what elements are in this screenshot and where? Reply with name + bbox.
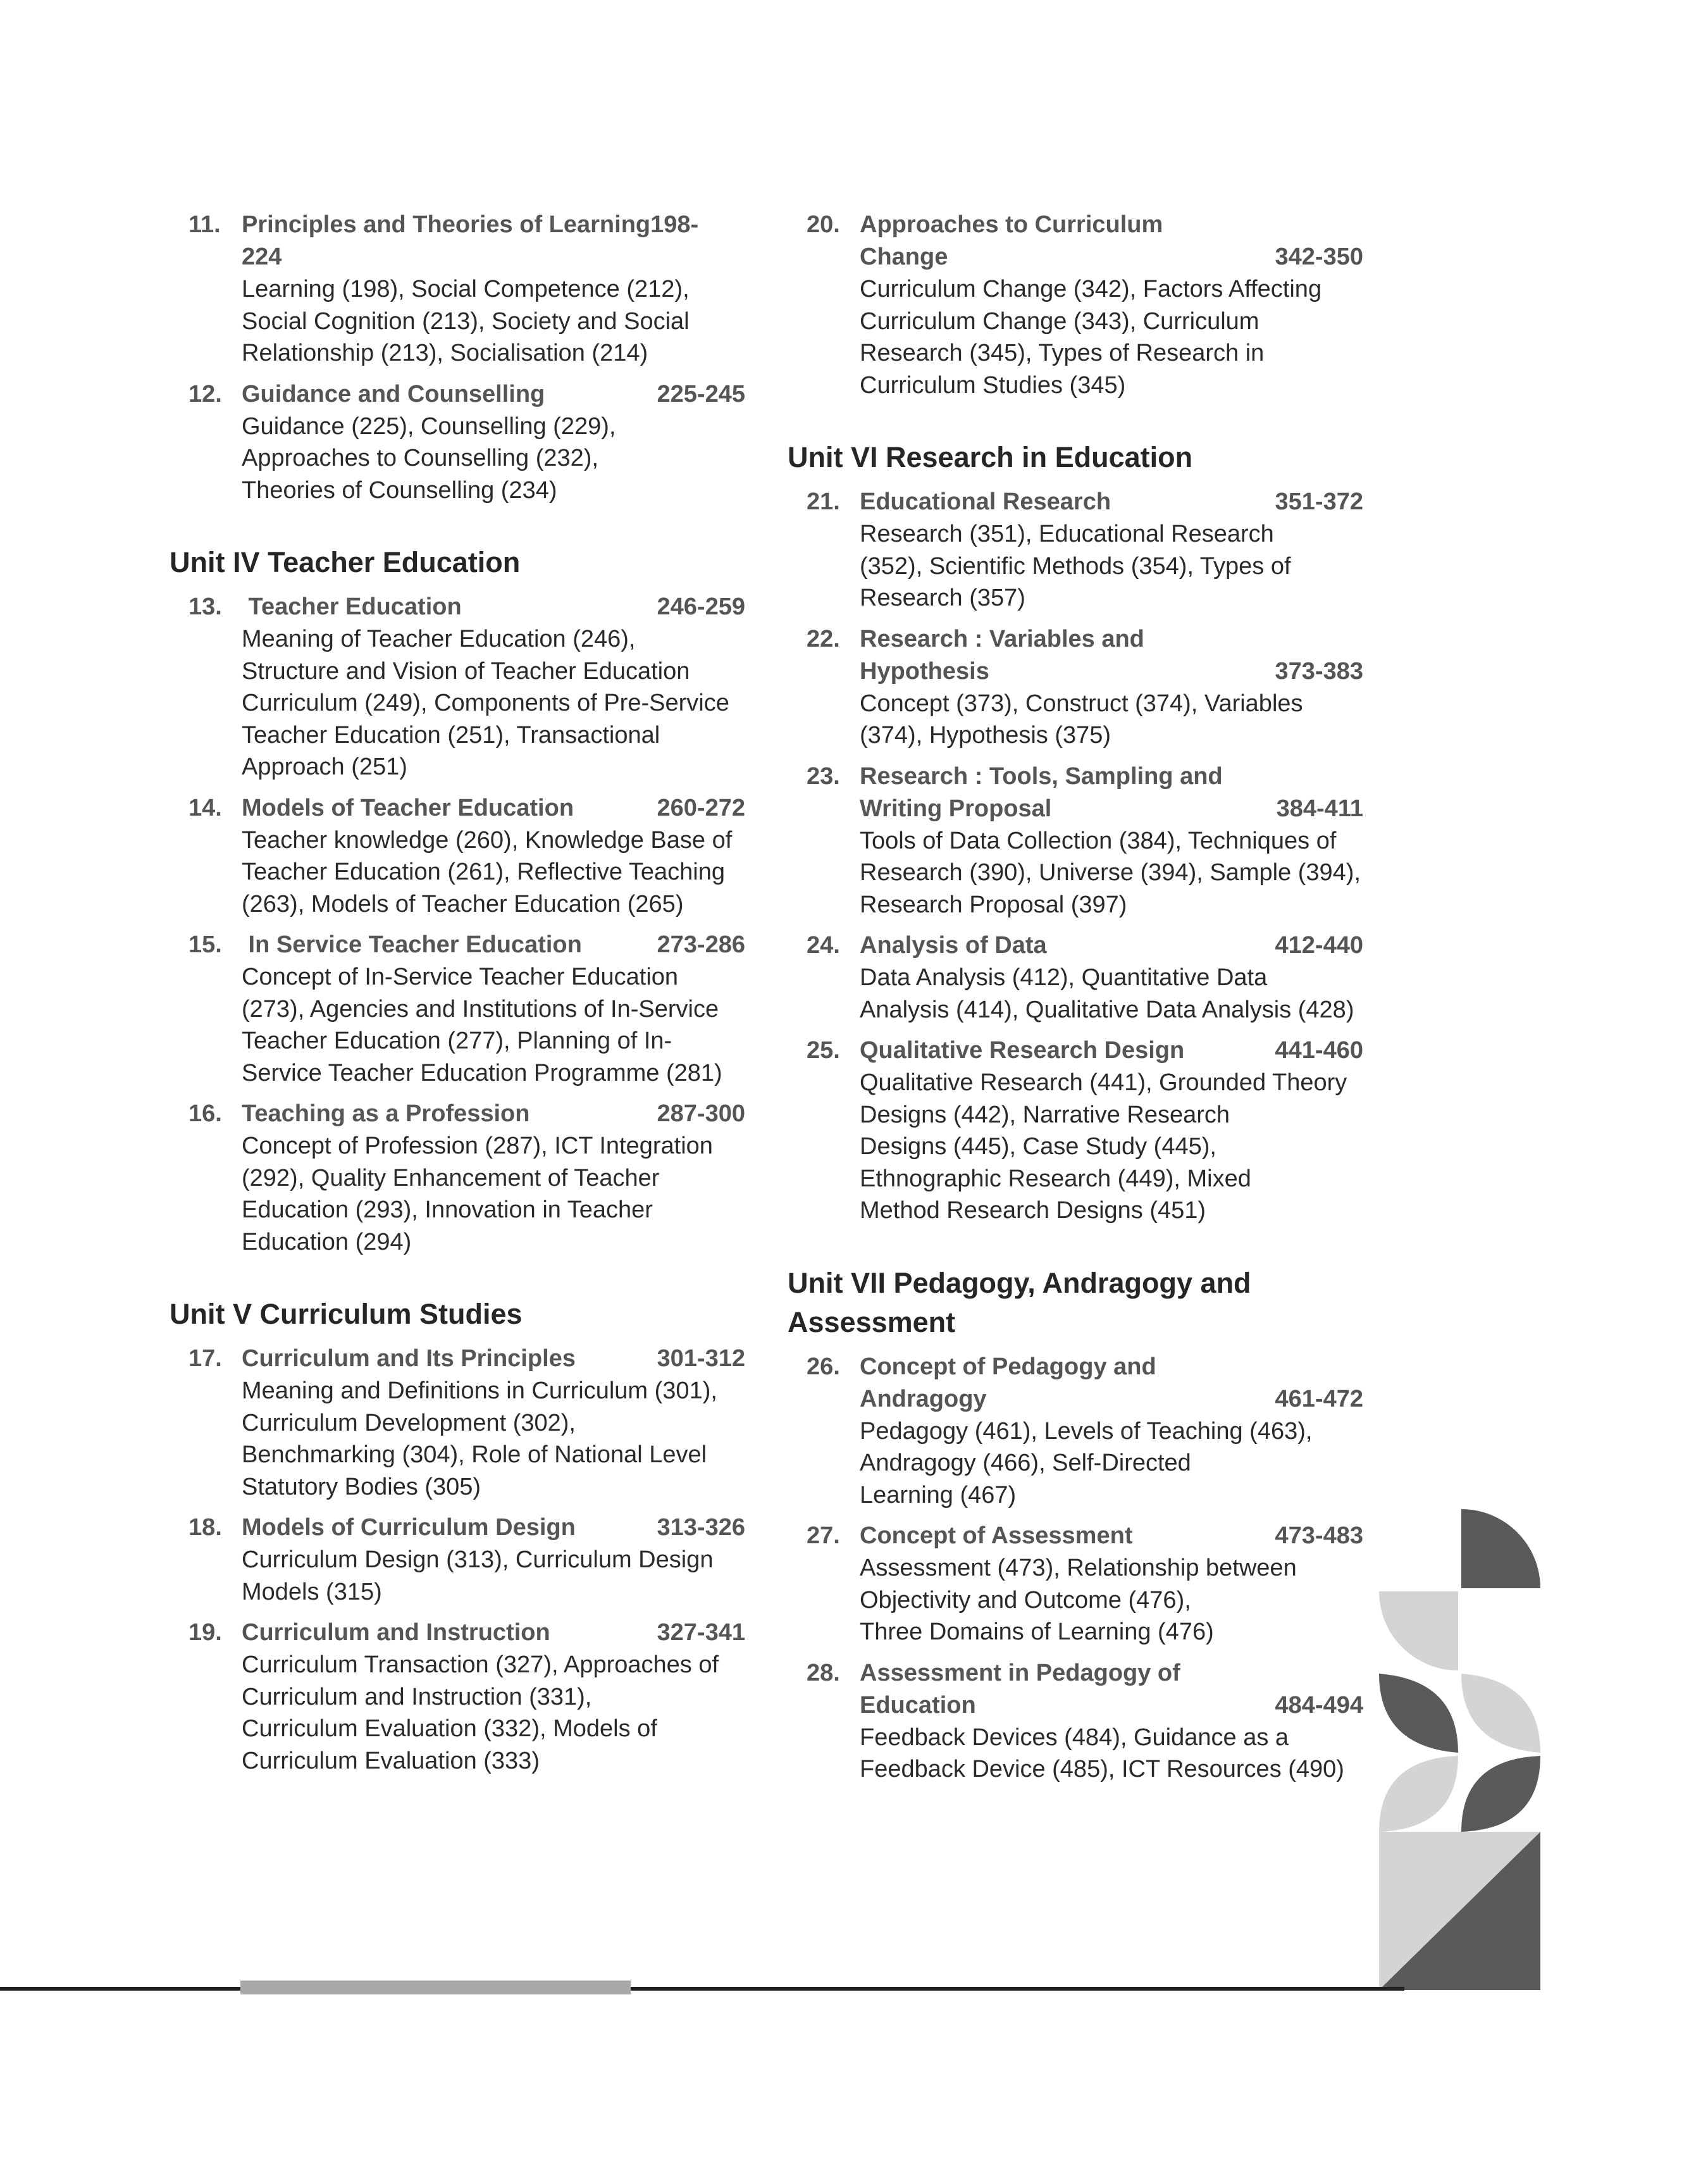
page-range: 461-472 [1275, 1385, 1363, 1412]
chapter-topics-line: Teacher knowledge (260), Knowledge Base of [242, 826, 733, 854]
chapter-topics [860, 273, 1370, 401]
unit-heading: Unit IV Teacher Education [170, 546, 521, 578]
page-range: 301-312 [657, 1345, 745, 1372]
chapter-topics-line: Pedagogy (461), Levels of Teaching (463), [860, 1417, 1313, 1445]
chapter-topics-line: Curriculum Change (343), Curriculum [860, 308, 1259, 335]
chapter-topics-line: Feedback Devices (484), Guidance as a [860, 1724, 1289, 1751]
leaf-light-left-shape [1379, 1756, 1458, 1832]
chapter-topics [242, 623, 752, 783]
footer-accent-bar [240, 1981, 631, 1994]
chapter-topics [860, 1415, 1370, 1512]
quarter-circle-top-shape [1461, 1509, 1540, 1588]
unit-heading: Unit VI Research in Education [788, 441, 1193, 473]
chapter-title-line: Concept of Pedagogy and [860, 1353, 1156, 1380]
chapter-title-line: Research : Variables and [860, 625, 1144, 652]
chapter-topics-line: Learning (198), Social Competence (212), [242, 276, 690, 302]
chapter-title [242, 1098, 752, 1130]
chapter-title [860, 623, 1370, 688]
chapter-number: 20. [807, 211, 840, 238]
toc-entry[interactable] [170, 792, 752, 921]
chapter-topics-line: Structure and Vision of Teacher Education [242, 657, 690, 685]
chapter-number: 17. [189, 1345, 222, 1372]
chapter-title [242, 378, 752, 411]
chapter-title-line: In Service Teacher Education [242, 931, 582, 958]
page-range: 313-326 [657, 1514, 745, 1541]
chapter-title [860, 209, 1370, 273]
toc-entry[interactable] [170, 591, 752, 783]
chapter-topics-line: Teacher Education (251), Transactional [242, 721, 660, 749]
chapter-number: 12. [189, 380, 222, 407]
chapter-topics [860, 962, 1370, 1026]
chapter-topics [860, 1722, 1370, 1786]
chapter-topics-line: Teacher Education (261), Reflective Teaching [242, 859, 725, 885]
chapter-title-line: Qualitative Research Design [860, 1037, 1185, 1064]
decorative-geometric-art [1379, 1509, 1556, 1990]
chapter-topics [242, 824, 752, 921]
chapter-topics-line: Curriculum Design (313), Curriculum Design [242, 1546, 714, 1573]
chapter-topics-line: Curriculum Evaluation (333) [242, 1747, 540, 1774]
chapter-topics-line: Assessment (473), Relationship between [860, 1555, 1297, 1581]
leaf-dark-right-shape [1461, 1756, 1540, 1832]
chapter-number: 18. [189, 1514, 222, 1541]
chapter-title-line: Andragogy [860, 1385, 987, 1412]
chapter-title [860, 930, 1370, 962]
unit-heading-line: Assessment [788, 1305, 956, 1338]
chapter-topics-line: Concept (373), Construct (374), Variables [860, 690, 1303, 717]
chapter-topics-line: Curriculum (249), Components of Pre-Service [242, 690, 729, 716]
chapter-topics-line: Meaning and Definitions in Curriculum (301), [242, 1378, 717, 1404]
chapter-number: 28. [807, 1659, 840, 1686]
chapter-topics-line: Education (294) [242, 1228, 412, 1255]
chapter-number: 14. [189, 794, 222, 821]
chapter-topics-line: Approaches to Counselling (232), [242, 445, 599, 471]
toc-entry[interactable] [788, 209, 1370, 401]
chapter-topics-line: Ethnographic Research (449), Mixed [860, 1165, 1251, 1192]
page-range: 287-300 [657, 1100, 745, 1127]
chapter-title [860, 486, 1370, 518]
chapter-topics-line: Tools of Data Collection (384), Techniques of [860, 827, 1337, 854]
page-range: 225-245 [657, 380, 745, 407]
chapter-title-line: Concept of Assessment [860, 1522, 1133, 1549]
chapter-title-line: Teacher Education [242, 594, 462, 620]
chapter-title-line: Curriculum and Instruction [242, 1619, 550, 1646]
chapter-title [860, 761, 1370, 825]
chapter-title-line: 224 [242, 244, 282, 270]
toc-entry[interactable] [170, 1343, 752, 1503]
chapter-topics [242, 411, 752, 507]
chapter-number: 23. [807, 762, 840, 790]
page-range: 260-272 [657, 794, 745, 821]
chapter-topics-line: Designs (442), Narrative Research [860, 1101, 1230, 1128]
chapter-title-line: Analysis of Data [860, 932, 1047, 959]
chapter-topics-line: Research (390), Universe (394), Sample (394), [860, 859, 1361, 886]
chapter-topics-line: Curriculum Development (302), [242, 1409, 576, 1436]
toc-right-column [788, 209, 1370, 1794]
chapter-title-line: Curriculum and Its Principles [242, 1345, 576, 1372]
chapter-topics-line: Benchmarking (304), Role of National Level [242, 1441, 707, 1468]
unit-heading [788, 1264, 1370, 1342]
toc-entry[interactable] [170, 1617, 752, 1777]
chapter-topics-line: Objectivity and Outcome (476), [860, 1586, 1191, 1614]
unit-heading-line: Unit VII Pedagogy, Andragogy and [788, 1266, 1251, 1299]
chapter-topics-line: Meaning of Teacher Education (246), [242, 626, 636, 652]
chapter-topics [242, 1544, 752, 1608]
chapter-topics-line: Concept of Profession (287), ICT Integration [242, 1133, 713, 1159]
page-range: 351-372 [1275, 488, 1363, 515]
chapter-topics-line: Feedback Device (485), ICT Resources (490) [860, 1756, 1344, 1782]
chapter-topics-line: Education (293), Innovation in Teacher [242, 1197, 653, 1223]
page-range: 412-440 [1275, 932, 1363, 959]
chapter-title [242, 591, 752, 623]
chapter-topics [242, 1649, 752, 1777]
chapter-topics-line: Three Domains of Learning (476) [860, 1619, 1214, 1645]
chapter-topics-line: Theories of Counselling (234) [242, 476, 557, 504]
toc-entry[interactable] [170, 378, 752, 507]
chapter-number: 21. [807, 488, 840, 515]
chapter-topics-line: (352), Scientific Methods (354), Types of [860, 552, 1291, 580]
chapter-title [242, 1512, 752, 1544]
chapter-title [860, 1520, 1370, 1552]
chapter-title-line: Writing Proposal [860, 795, 1052, 822]
leaf-dark-left-shape [1379, 1674, 1458, 1753]
chapter-topics-line: Research Proposal (397) [860, 891, 1127, 918]
chapter-title [860, 1035, 1370, 1067]
chapter-topics-line: Qualitative Research (441), Grounded Theory [860, 1069, 1347, 1096]
chapter-number: 11. [189, 211, 221, 238]
toc-entry[interactable] [788, 623, 1370, 752]
chapter-number: 26. [807, 1353, 840, 1380]
chapter-title-line: Educational Research [860, 488, 1111, 515]
chapter-topics-line: Learning (467) [860, 1481, 1017, 1508]
page-range: 484-494 [1275, 1691, 1363, 1719]
chapter-title [242, 792, 752, 824]
toc-entry[interactable] [788, 1035, 1370, 1227]
chapter-topics [242, 273, 752, 370]
chapter-title-line: Hypothesis [860, 657, 989, 685]
toc-left-column [170, 209, 752, 1786]
chapter-title [860, 1657, 1370, 1722]
page-range: 373-383 [1275, 657, 1363, 685]
chapter-number: 16. [189, 1100, 222, 1127]
chapter-number: 27. [807, 1522, 840, 1549]
chapter-topics-line: Research (351), Educational Research [860, 521, 1274, 547]
footer-rule [0, 1987, 1404, 1991]
chapter-topics-line: Curriculum Evaluation (332), Models of [242, 1715, 657, 1742]
quarter-circle-light-shape [1379, 1591, 1458, 1670]
leaf-light-right-shape [1461, 1674, 1540, 1753]
chapter-topics-line: Designs (445), Case Study (445), [860, 1133, 1216, 1160]
toc-entry[interactable] [788, 1657, 1370, 1786]
chapter-title [242, 209, 752, 273]
chapter-topics-line: Social Cognition (213), Society and Social [242, 308, 690, 335]
chapter-number: 19. [189, 1619, 222, 1646]
chapter-topics-line: (292), Quality Enhancement of Teacher [242, 1164, 660, 1191]
page-range: 273-286 [657, 931, 745, 958]
chapter-topics-line: Method Research Designs (451) [860, 1197, 1206, 1224]
toc-entry[interactable] [170, 929, 752, 1089]
unit-heading: Unit V Curriculum Studies [170, 1298, 523, 1330]
toc-entry[interactable] [788, 930, 1370, 1026]
chapter-topics-line: (374), Hypothesis (375) [860, 722, 1111, 749]
chapter-title [242, 929, 752, 961]
chapter-topics [860, 1552, 1370, 1648]
page-range: 441-460 [1275, 1037, 1363, 1064]
chapter-topics-line: Andragogy (466), Self-Directed [860, 1450, 1191, 1476]
chapter-title-line: Education [860, 1691, 976, 1719]
chapter-topics-line: Analysis (414), Qualitative Data Analysis (428) [860, 996, 1354, 1023]
toc-entry[interactable] [788, 1520, 1370, 1648]
chapter-title [242, 1343, 752, 1375]
chapter-number: 25. [807, 1037, 840, 1064]
chapter-topics-line: Curriculum Studies (345) [860, 371, 1126, 399]
chapter-topics [242, 1375, 752, 1503]
chapter-topics-line: Curriculum Transaction (327), Approaches of [242, 1651, 719, 1678]
chapter-title-line: Approaches to Curriculum [860, 211, 1163, 238]
toc-entry[interactable] [788, 761, 1370, 921]
chapter-topics [860, 825, 1370, 921]
toc-entry[interactable] [788, 1351, 1370, 1512]
chapter-topics-line: Research (345), Types of Research in [860, 340, 1265, 366]
chapter-number: 15. [189, 931, 222, 958]
toc-entry[interactable] [170, 209, 752, 370]
page-range: 246-259 [657, 594, 745, 620]
page-range: 473-483 [1275, 1522, 1363, 1549]
chapter-topics [860, 518, 1370, 614]
toc-entry[interactable] [170, 1098, 752, 1258]
chapter-title-line: Teaching as a Profession [242, 1100, 530, 1127]
chapter-title [860, 1351, 1370, 1415]
page-range: 327-341 [657, 1619, 745, 1646]
chapter-topics-line: Teacher Education (277), Planning of In- [242, 1028, 672, 1054]
chapter-topics-line: Curriculum Change (342), Factors Affecting [860, 276, 1322, 302]
chapter-topics-line: Statutory Bodies (305) [242, 1473, 481, 1500]
chapter-title [242, 1617, 752, 1649]
chapter-topics-line: Concept of In-Service Teacher Education [242, 964, 679, 990]
chapter-number: 13. [189, 594, 222, 620]
chapter-topics-line: (263), Models of Teacher Education (265) [242, 890, 684, 917]
page-range: 342-350 [1275, 244, 1363, 270]
chapter-topics-line: Research (357) [860, 585, 1025, 611]
chapter-topics-line: Relationship (213), Socialisation (214) [242, 340, 648, 366]
page-range: 384-411 [1276, 795, 1363, 822]
chapter-topics-line: Models (315) [242, 1578, 382, 1605]
chapter-topics [242, 961, 752, 1089]
chapter-number: 22. [807, 625, 840, 652]
chapter-title-line: Principles and Theories of Learning198- [242, 211, 699, 238]
chapter-title-line: Guidance and Counselling [242, 380, 545, 407]
toc-entry[interactable] [788, 486, 1370, 614]
chapter-title-line: Change [860, 244, 948, 270]
chapter-topics-line: Data Analysis (412), Quantitative Data [860, 964, 1268, 991]
chapter-topics-line: (273), Agencies and Institutions of In-Service [242, 995, 719, 1023]
chapter-topics-line: Approach (251) [242, 754, 407, 780]
chapter-topics-line: Guidance (225), Counselling (229), [242, 413, 616, 440]
chapter-title-line: Assessment in Pedagogy of [860, 1659, 1180, 1686]
chapter-number: 24. [807, 932, 840, 959]
chapter-topics [860, 688, 1370, 752]
chapter-title-line: Models of Teacher Education [242, 794, 574, 821]
chapter-title-line: Research : Tools, Sampling and [860, 762, 1223, 790]
chapter-title-line: Models of Curriculum Design [242, 1514, 576, 1541]
chapter-topics-line: Curriculum and Instruction (331), [242, 1683, 592, 1710]
chapter-topics [242, 1130, 752, 1258]
chapter-topics-line: Service Teacher Education Programme (281) [242, 1059, 722, 1086]
toc-entry[interactable] [170, 1512, 752, 1608]
chapter-topics [860, 1067, 1370, 1227]
